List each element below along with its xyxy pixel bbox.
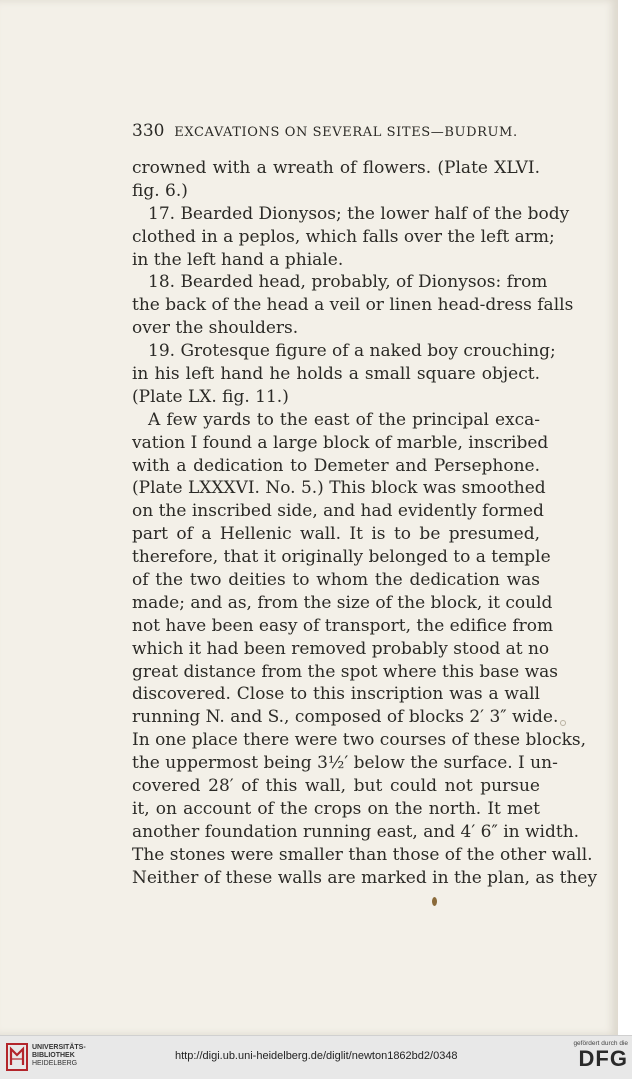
text-line: 17. Bearded Dionysos; the lower half of the body (148, 203, 570, 224)
text-line: running N. and S., composed of blocks 2′ 3″ wide. (132, 707, 559, 728)
library-city: HEIDELBERG (32, 1060, 78, 1067)
text-line: In one place there were two courses of these blocks, (132, 730, 587, 751)
running-header (132, 121, 540, 141)
permalink-url[interactable]: http://digi.ub.uni-heidelberg.de/diglit/newton1862bd2/0348 (175, 1050, 458, 1062)
university-library-logo-icon[interactable] (6, 1043, 28, 1071)
text-line: vation I found a large block of marble, inscribed (132, 432, 549, 453)
text-line: in the left hand a phiale. (132, 249, 344, 270)
text-line: crowned with a wreath of flowers. (Plate XLVI. (132, 158, 540, 178)
ink-spot (432, 897, 437, 906)
text-line: fig. 6.) (132, 180, 188, 201)
scan-margin (618, 0, 632, 1035)
text-line: the back of the head a veil or linen head-dress falls (132, 295, 574, 316)
running-title: EXCAVATIONS ON SEVERAL SITES—BUDRUM. (174, 125, 518, 140)
text-line: made; and as, from the size of the block, it could (132, 592, 553, 613)
text-line: A few yards to the east of the principal exca- (148, 409, 540, 430)
text-line: not have been easy of transport, the edifice from (132, 615, 554, 636)
library-name-line-1: UNIVERSITÄTS- (32, 1044, 86, 1051)
text-line: with a dedication to Demeter and Persephone. (132, 455, 540, 476)
text-line: (Plate LX. fig. 11.) (132, 386, 289, 407)
text-line: it, on account of the crops on the north. It met (132, 798, 540, 819)
text-line: 18. Bearded head, probably, of Dionysos: from (148, 272, 548, 293)
text-line: Neither of these walls are marked in the plan, as they (132, 867, 598, 888)
page-number: 330 (132, 121, 165, 141)
text-line: covered 28′ of this wall, but could not pursue (132, 776, 540, 797)
text-line: in his left hand he holds a small square object. (132, 364, 540, 385)
body-text (132, 157, 598, 890)
text-line: part of a Hellenic wall. It is to be presumed, (132, 524, 540, 545)
text-line: another foundation running east, and 4′ 6″ in width. (132, 821, 580, 842)
text-line: on the inscribed side, and had evidently formed (132, 501, 544, 522)
text-line: The stones were smaller than those of the other wall. (132, 844, 593, 865)
text-line: (Plate LXXXVI. No. 5.) This block was smoothed (132, 478, 546, 499)
text-line: of the two deities to whom the dedication was (132, 570, 540, 591)
funder-caption: gefördert durch die (573, 1040, 628, 1047)
paper-blemish (560, 720, 566, 726)
text-line: therefore, that it originally belonged to a temple (132, 547, 551, 568)
text-line: the uppermost being 3½′ below the surface. I un- (132, 753, 558, 774)
text-line: which it had been removed probably stood at no (132, 638, 550, 659)
text-line: over the shoulders. (132, 318, 299, 339)
viewer-footer (0, 1035, 632, 1079)
text-line: clothed in a peplos, which falls over the left arm; (132, 226, 555, 247)
library-name-line-2: BIBLIOTHEK (32, 1052, 75, 1059)
funder-block (564, 1040, 628, 1071)
dfg-logo-icon[interactable]: DFG (578, 1046, 628, 1071)
text-line: great distance from the spot where this base was (132, 661, 558, 682)
text-line: discovered. Close to this inscription was a wall (132, 684, 540, 705)
library-name (32, 1044, 86, 1068)
text-line: 19. Grotesque figure of a naked boy crouching; (148, 341, 556, 362)
